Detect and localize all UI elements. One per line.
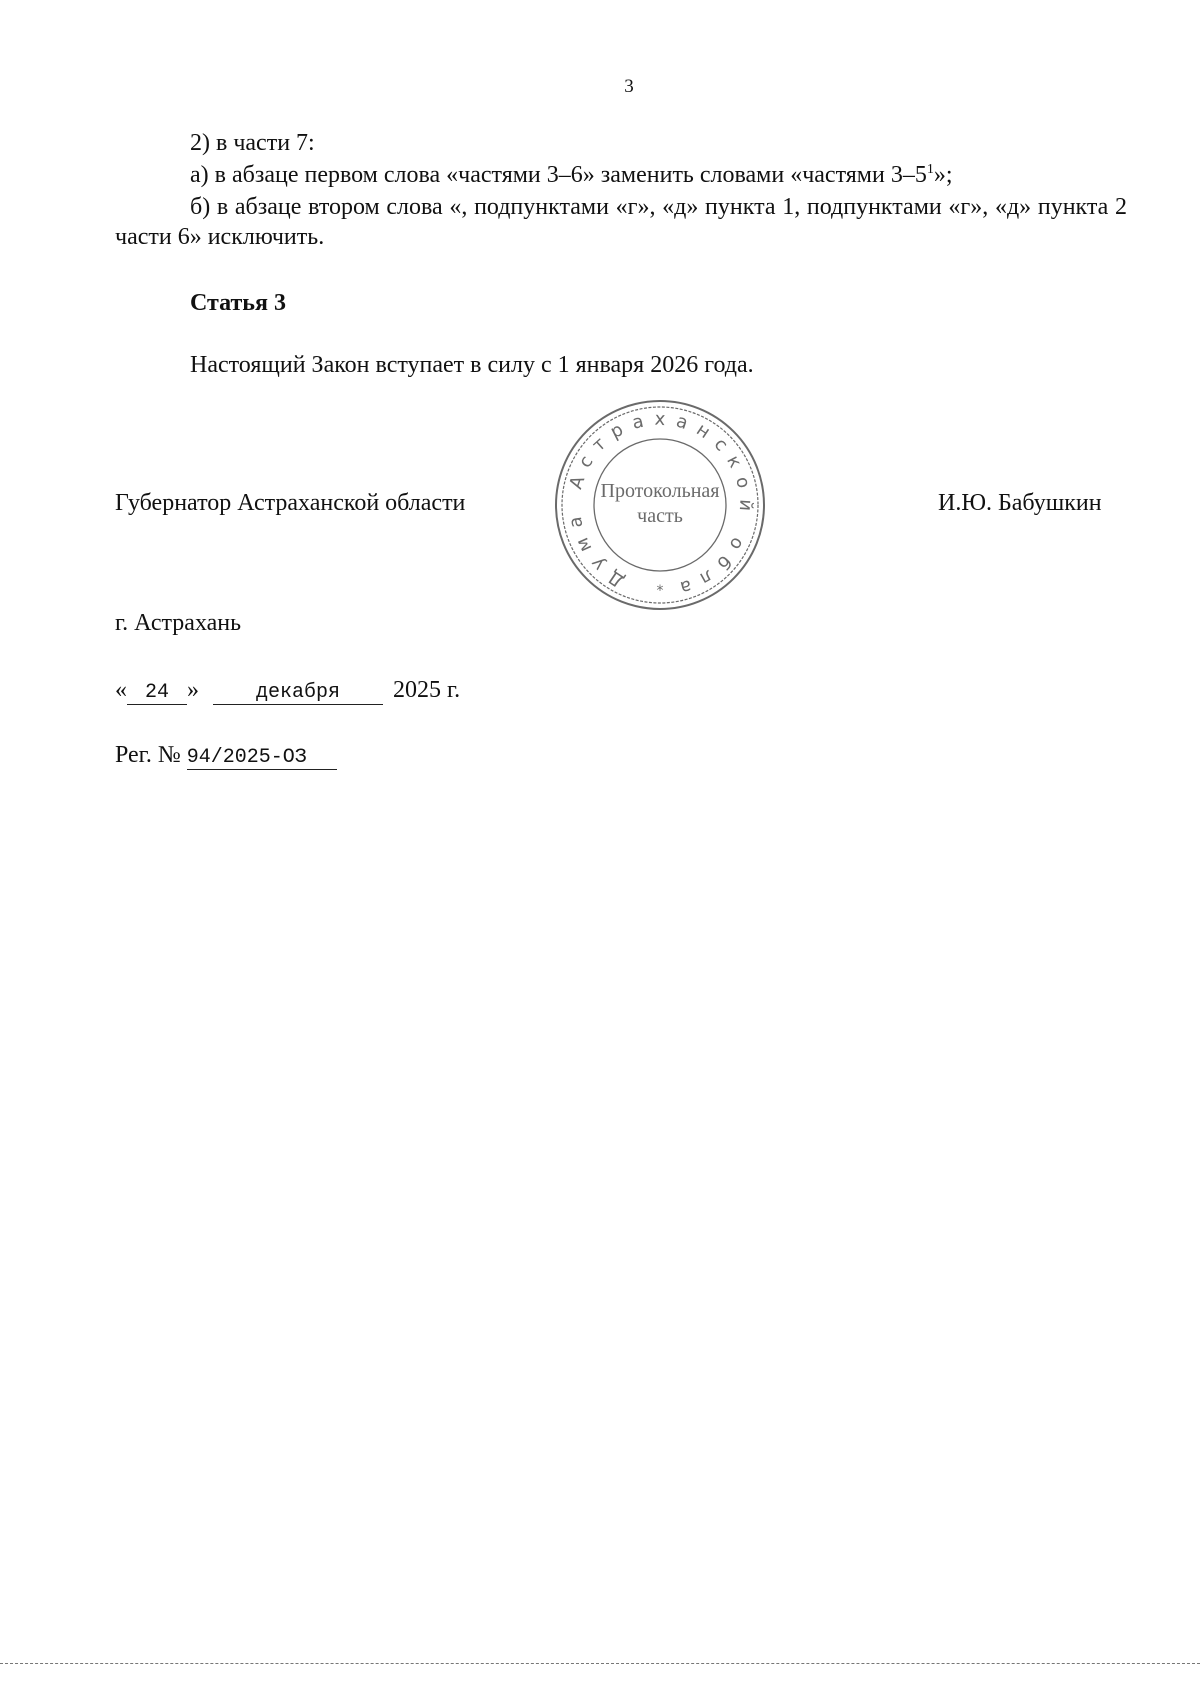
subpoint-a-closing: »;	[933, 162, 953, 188]
page-number: 3	[624, 76, 634, 97]
point-2-line: 2) в части 7:	[190, 130, 315, 156]
seal-center-line1: Протокольная	[600, 480, 720, 502]
official-seal	[550, 395, 770, 615]
signature-name: И.Ю. Бабушкин	[938, 490, 1102, 516]
superscript-1: 1	[926, 162, 934, 177]
scan-edge-line	[0, 1663, 1200, 1664]
date-year: 2025 г.	[393, 677, 461, 703]
signature-position: Губернатор Астраханской области	[115, 490, 466, 516]
subpoint-a-text: а) в абзаце первом слова «частями 3–6» заменить словами «частями 3–5	[190, 162, 927, 188]
seal-graphic	[550, 395, 770, 615]
date-day: 24	[127, 682, 187, 705]
article-text: Настоящий Закон вступает в силу с 1 января 2026 года.	[190, 352, 754, 378]
subpoint-a	[115, 160, 1127, 190]
seal-center-line2: часть	[637, 505, 683, 527]
subpoint-b: б) в абзаце втором слова «, подпунктами «г», «д» пункта 1, подпунктами «г», «д» пункта 2 части 6» исключить.	[115, 194, 1127, 250]
article-heading: Статья 3	[190, 290, 286, 316]
seal-ring-text: Дума Астраханской обла	[563, 408, 757, 601]
registration-line	[115, 740, 1127, 770]
date-close-quote: »	[187, 677, 199, 703]
registration-number: 94/2025-ОЗ	[187, 747, 337, 770]
seal-star-icon: *	[656, 583, 664, 599]
place-of-signing: г. Астрахань	[115, 610, 242, 636]
date-open-quote: «	[115, 677, 127, 703]
date-month: декабря	[213, 682, 383, 705]
registration-label: Рег. №	[115, 742, 181, 768]
date-line	[115, 675, 1127, 705]
